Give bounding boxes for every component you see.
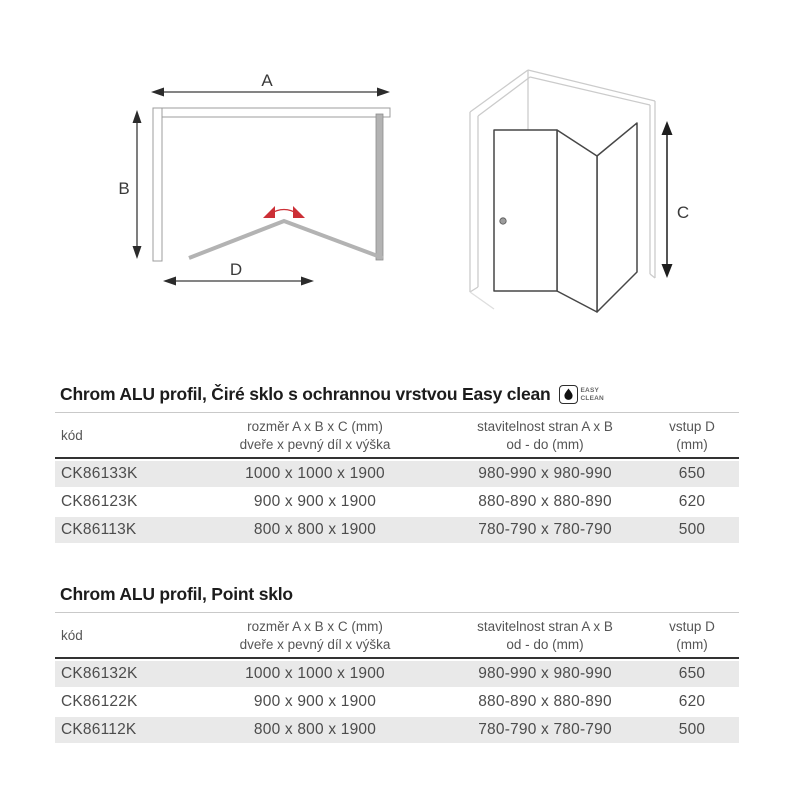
header-rozmer: rozměr A x B x C (mm) dveře x pevný díl x výška xyxy=(239,619,391,652)
cell-kod: CK86123K xyxy=(61,493,138,511)
folding-door xyxy=(494,123,637,312)
section-title: Chrom ALU profil, Čiré sklo s ochrannou vrstvou Easy clean xyxy=(60,384,551,404)
cell-kod: CK86133K xyxy=(61,465,138,483)
header-kod: kód xyxy=(61,427,83,443)
dimension-a xyxy=(151,71,390,97)
enclosure-walls xyxy=(153,108,390,261)
header-kod: kód xyxy=(61,627,83,643)
table-header xyxy=(55,612,739,659)
arrowhead-down-icon xyxy=(133,246,142,259)
cell-vstup: 620 xyxy=(678,493,706,511)
dimension-c xyxy=(662,121,690,278)
droplet-icon xyxy=(559,385,578,404)
cell-rozmer: 900 x 900 x 1900 xyxy=(253,693,377,711)
cell-vstup: 650 xyxy=(678,665,706,683)
spec-table xyxy=(55,412,739,543)
header-stavitelnost: stavitelnost stran A x B od - do (mm) xyxy=(477,419,613,452)
cell-stavitelnost: 980-990 x 980-990 xyxy=(478,465,612,483)
dimension-a-label: A xyxy=(261,71,273,90)
perspective-view-diagram xyxy=(435,50,700,330)
table-row xyxy=(55,489,739,515)
cell-stavitelnost: 780-790 x 780-790 xyxy=(478,521,612,539)
cell-rozmer: 1000 x 1000 x 1900 xyxy=(245,665,385,683)
arrowhead-left-icon xyxy=(163,277,176,286)
section-title-row xyxy=(60,384,604,405)
table-row xyxy=(55,717,739,743)
fold-direction-arrow-icon xyxy=(263,206,305,218)
plan-view-diagram xyxy=(95,55,395,300)
folding-door-leaves xyxy=(189,221,383,258)
header-stavitelnost: stavitelnost stran A x B od - do (mm) xyxy=(477,619,613,652)
table-header xyxy=(55,412,739,459)
cell-rozmer: 800 x 800 x 1900 xyxy=(253,521,377,539)
dimension-c-label: C xyxy=(676,203,690,222)
fixed-panel xyxy=(376,114,383,260)
dimension-b-label: B xyxy=(118,179,130,198)
cell-stavitelnost: 880-890 x 880-890 xyxy=(478,693,612,711)
cell-vstup: 620 xyxy=(678,693,706,711)
dimension-d xyxy=(163,260,314,286)
spec-table xyxy=(55,612,739,743)
cell-kod: CK86112K xyxy=(61,721,137,739)
door-knob-icon xyxy=(500,218,506,224)
section-title: Chrom ALU profil, Point sklo xyxy=(60,584,293,604)
cell-stavitelnost: 980-990 x 980-990 xyxy=(478,665,612,683)
dimension-d-label: D xyxy=(229,260,243,279)
cell-vstup: 500 xyxy=(678,721,706,739)
cell-kod: CK86113K xyxy=(61,521,137,539)
easy-clean-badge-label: EASY CLEAN xyxy=(580,387,604,402)
arrowhead-right-icon xyxy=(377,88,390,97)
cell-stavitelnost: 780-790 x 780-790 xyxy=(478,721,612,739)
table-row xyxy=(55,689,739,715)
table-row xyxy=(55,517,739,543)
arrowhead-left-icon xyxy=(151,88,164,97)
arrowhead-up-icon xyxy=(662,121,673,135)
cell-rozmer: 1000 x 1000 x 1900 xyxy=(245,465,385,483)
cell-stavitelnost: 880-890 x 880-890 xyxy=(478,493,612,511)
cell-kod: CK86122K xyxy=(61,693,138,711)
section-title-row xyxy=(60,584,293,605)
table-row xyxy=(55,461,739,487)
easy-clean-badge xyxy=(559,385,604,404)
cell-kod: CK86132K xyxy=(61,665,138,683)
arrowhead-down-icon xyxy=(662,264,673,278)
header-vstup: vstup D (mm) xyxy=(669,419,715,452)
header-rozmer: rozměr A x B x C (mm) dveře x pevný díl x výška xyxy=(239,419,391,452)
cell-rozmer: 900 x 900 x 1900 xyxy=(253,493,377,511)
header-vstup: vstup D (mm) xyxy=(669,619,715,652)
arrowhead-right-icon xyxy=(301,277,314,286)
cell-vstup: 650 xyxy=(678,465,706,483)
table-row xyxy=(55,661,739,687)
arrowhead-up-icon xyxy=(133,110,142,123)
dimension-b xyxy=(118,110,141,259)
cell-rozmer: 800 x 800 x 1900 xyxy=(253,721,377,739)
cell-vstup: 500 xyxy=(678,521,706,539)
